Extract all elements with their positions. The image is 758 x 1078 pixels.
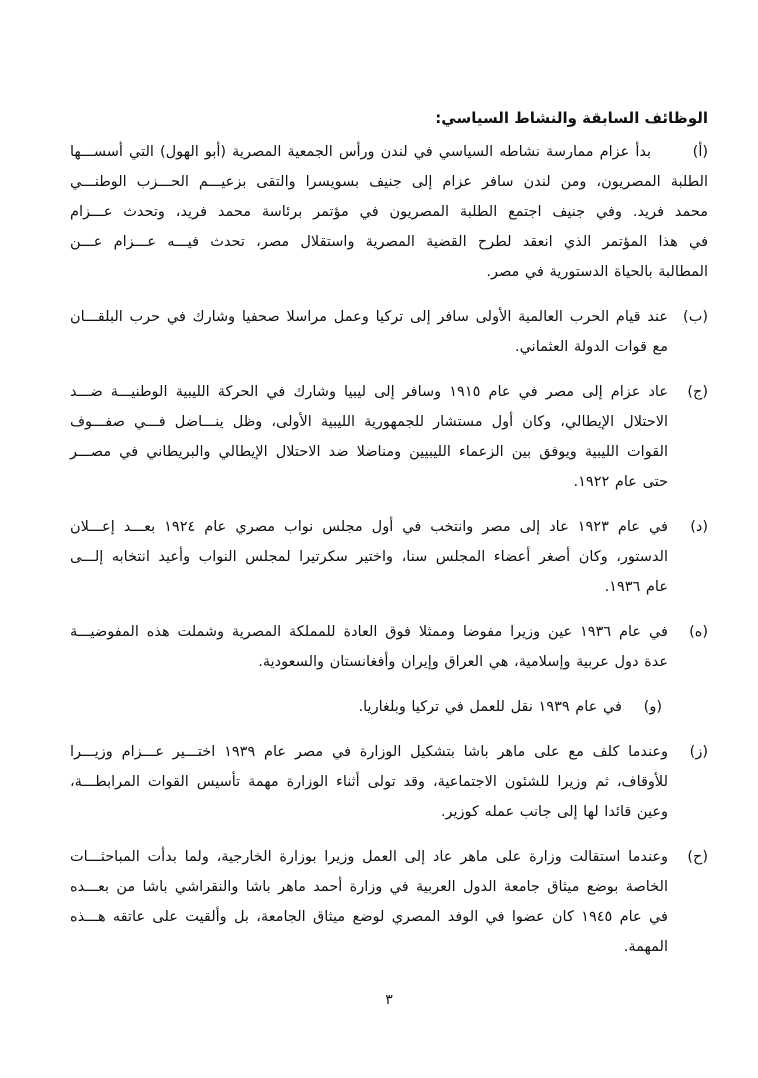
text-line: وعندما كلف مع على ماهر باشا بتشكيل الوزارة في مصر عام ١٩٣٩ اختـــير عـــزام وزيـــرا [70, 744, 668, 760]
item-marker-a: (أ) [692, 144, 708, 160]
text-line: المطالبة بالحياة الدستورية في مصر. [486, 264, 708, 280]
item-marker-w: (و) [643, 699, 662, 715]
list-item-d [70, 512, 708, 602]
list-item-z [70, 737, 708, 827]
item-body [70, 692, 622, 722]
list-item-h5 [70, 617, 708, 677]
item-body [70, 302, 668, 362]
text-line: في عام ١٩٢٣ عاد إلى مصر وانتخب في أول مجلس نواب مصري عام ١٩٢٤ بعـــد إعـــلان [70, 519, 668, 535]
item-body [70, 842, 668, 962]
item-marker-z: (ز) [689, 744, 708, 760]
list-item-j [70, 377, 708, 497]
item-marker-b: (ب) [683, 309, 708, 325]
text-line: الدستور، وكان أصغر أعضاء المجلس سنا، واختير سكرتيرا لمجلس النواب وأعيد انتخابه إلـــى [70, 549, 668, 565]
item-marker-h5: (ه) [689, 624, 708, 640]
text-line: في هذا المؤتمر الذي انعقد لطرح القضية المصرية واستقلال مصر، تحدث فيـــه عـــزام عـــن [70, 234, 708, 250]
list-item-hh [70, 842, 708, 962]
text-line: حتى عام ١٩٢٢. [573, 474, 668, 490]
text-line: وعين قائدا لها إلى جانب عمله كوزير. [440, 804, 668, 820]
text-line: للأوقاف، ثم وزيرا للشئون الاجتماعية، وقد تولى أثناء الوزارة مهمة تأسيس القوات المرابطـــة، [70, 774, 668, 790]
item-body [70, 737, 668, 827]
text-line: الخاصة بوضع ميثاق جامعة الدول العربية في وزارة أحمد ماهر باشا والنقراشي باشا من بعـــده [70, 879, 668, 895]
text-line: محمد فريد. وفي جنيف اجتمع الطلبة المصريون في مؤتمر برئاسة محمد فريد، وتحدث عـــزام [70, 204, 708, 220]
text-line: الطلبة المصريون، ومن لندن سافر عزام إلى جنيف بسويسرا والتقى بزعيـــم الحـــزب الوطنـــي [70, 174, 708, 190]
item-marker-d: (د) [690, 519, 708, 535]
item-body [70, 377, 668, 497]
page-number: ٣ [385, 992, 393, 1008]
section-heading: الوظائف السابقة والنشاط السياسي: [435, 109, 708, 127]
text-line: في عام ١٩٣٩ نقل للعمل في تركيا وبلغاريا. [358, 699, 622, 715]
item-body [70, 137, 708, 287]
list-item-a [70, 137, 708, 287]
text-line: وعندما استقالت وزارة على ماهر عاد إلى العمل وزيرا بوزارة الخارجية، ولما بدأت المباحثـــات [70, 849, 668, 865]
text-line: في عام ١٩٤٥ كان عضوا في الوفد المصري لوضع ميثاق الجامعة، بل وألقيت على عاتقه هـــذه [70, 909, 668, 925]
item-body [70, 617, 668, 677]
text-line: عدة دول عربية وإسلامية، هي العراق وإيران وأفغانستان والسعودية. [258, 654, 668, 670]
text-line: مع قوات الدولة العثماني. [514, 339, 668, 355]
item-body [70, 512, 668, 602]
text-line: بدأ عزام ممارسة نشاطه السياسي في لندن ورأس الجمعية المصرية (أبو الهول) التي أسســـها [70, 144, 651, 160]
text-line: في عام ١٩٣٦ عين وزيرا مفوضا وممثلا فوق العادة للمملكة المصرية وشملت هذه المفوضيـــة [70, 624, 668, 640]
list-item-b [70, 302, 708, 362]
item-marker-hh: (ح) [687, 849, 708, 865]
item-marker-j: (ج) [687, 384, 708, 400]
text-line: المهمة. [623, 939, 668, 955]
text-line: عام ١٩٣٦. [604, 579, 668, 595]
text-line: عاد عزام إلى مصر في عام ١٩١٥ وسافر إلى ليبيا وشارك في الحركة الليبية الوطنيـــة ضـــد [70, 384, 668, 400]
list-item-w [70, 692, 662, 722]
text-line: الاحتلال الإيطالي، وكان أول مستشار للجمهورية الليبية الأولى، وظل ينـــاضل فـــي صفـــوف [70, 414, 668, 430]
text-line: القوات الليبية ويوفق بين الزعماء الليبيين ومناضلا ضد الاحتلال الإيطالي والبريطاني في مصـــر [70, 444, 668, 460]
text-line: عند قيام الحرب العالمية الأولى سافر إلى تركيا وعمل مراسلا صحفيا وشارك في حرب البلقـــان [70, 309, 668, 325]
